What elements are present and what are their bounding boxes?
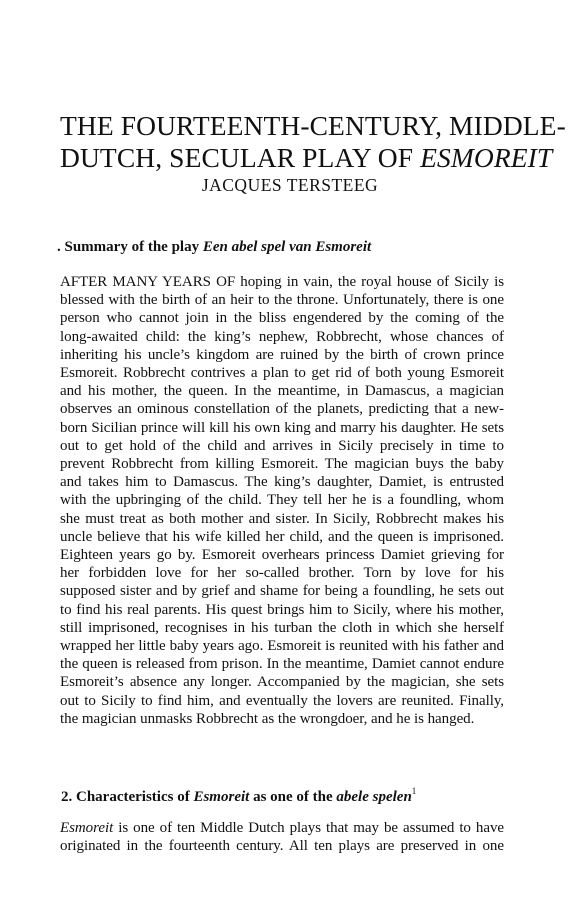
summary-line: she must treat as both mother and sister. In Sicily, Robbrecht makes his bbox=[60, 510, 504, 527]
summary-line: wrapped her little baby years ago. Esmoreit is reunited with his father and bbox=[60, 638, 504, 655]
section-1-italic: Een abel spel van Esmoreit bbox=[202, 239, 372, 255]
summary-line: and his mother, the queen. In the meantime, in Damascus, a magician bbox=[60, 383, 504, 400]
summary-line: out to get hold of the child and arrives in Sicily precisely in time to bbox=[60, 437, 504, 454]
section-1-number: . bbox=[57, 239, 65, 255]
summary-line: AFTER MANY YEARS OF hoping in vain, the royal house of Sicily is bbox=[60, 274, 504, 290]
section-2-mid: as one of the bbox=[249, 789, 337, 805]
footnote-marker[interactable]: 1 bbox=[411, 786, 417, 796]
section-1-label: Summary of the play bbox=[64, 239, 203, 255]
section-heading-2 bbox=[61, 786, 416, 806]
summary-line: still imprisoned, recognises in his turban the cloth in which she herself bbox=[60, 619, 504, 636]
summary-line: the queen is released from prison. In the meantime, Damiet cannot endure bbox=[60, 656, 504, 673]
section-2-label: Characteristics of bbox=[76, 789, 194, 805]
summary-line: observes an ominous constellation of the planets, predicting that a new- bbox=[60, 401, 504, 418]
section-2-number: 2. bbox=[61, 789, 76, 805]
summary-line: inheriting his uncle’s kingdom are ruined by the birth of crown prince bbox=[60, 346, 504, 363]
play-name-italic: Esmoreit bbox=[60, 820, 114, 836]
summary-line: prevent Robbrecht from killing Esmoreit. The magician buys the baby bbox=[60, 456, 504, 473]
title-line-2 bbox=[60, 142, 553, 174]
summary-line: long-awaited child: the king’s nephew, Robbrecht, whose chances of bbox=[60, 328, 504, 345]
summary-line: with the upbringing of the child. They tell her he is a foundling, whom bbox=[60, 492, 504, 509]
summary-line: Eighteen years go by. Esmoreit overhears princess Damiet grieving for bbox=[60, 547, 504, 564]
title-line-2-text: DUTCH, SECULAR PLAY OF bbox=[60, 142, 421, 173]
summary-line: Esmoreit. Robbrecht contrives a plan to get rid of both young Esmoreit bbox=[60, 365, 504, 382]
summary-line: person who cannot join in the bliss engendered by the coming of the bbox=[60, 310, 504, 327]
summary-line: supposed sister and by grief and shame for being a foundling, he sets out bbox=[60, 583, 504, 600]
title-play-name: ESMOREIT bbox=[420, 142, 553, 173]
section-2-italic-2: abele spelen bbox=[336, 789, 412, 805]
summary-line: her forbidden love for her so-called brother. Torn by love for his bbox=[60, 565, 504, 582]
summary-line: uncle believe that his wife killed her child, and the queen is imprisoned. bbox=[60, 528, 504, 545]
opening-smallcaps: AFTER MANY YEARS OF bbox=[60, 274, 236, 290]
section-2-line: originated in the fourteenth century. All ten plays are preserved in one bbox=[60, 838, 504, 855]
summary-line: and takes him to Damascus. The king’s daughter, Damiet, is entrusted bbox=[60, 474, 504, 491]
summary-line: blessed with the birth of an heir to the throne. Unfortunately, there is one bbox=[60, 292, 504, 309]
section-2-line: Esmoreit is one of ten Middle Dutch plays that may be assumed to have bbox=[60, 820, 504, 836]
article-title bbox=[60, 110, 566, 174]
summary-line: Esmoreit’s absence any longer. Accompanied by the magician, she sets bbox=[60, 674, 504, 691]
author-name: JACQUES TERSTEEG bbox=[201, 175, 379, 195]
summary-line: out to Sicily to find him, and eventually the lovers are reunited. Finally, bbox=[60, 692, 504, 709]
summary-line: the magician unmasks Robbrecht as the wrongdoer, and he is hanged. bbox=[60, 710, 475, 727]
title-line-1: THE FOURTEENTH-CENTURY, MIDDLE- bbox=[60, 110, 566, 141]
section-2-paragraph bbox=[60, 819, 504, 855]
summary-line: born Sicilian prince will kill his own king and marry his daughter. He sets bbox=[60, 419, 504, 436]
summary-line: to find his real parents. His quest brings him to Sicily, where his mother, bbox=[60, 601, 504, 618]
section-heading-1 bbox=[57, 239, 371, 256]
section-2-italic-1: Esmoreit bbox=[193, 789, 250, 805]
summary-paragraph bbox=[60, 273, 504, 728]
